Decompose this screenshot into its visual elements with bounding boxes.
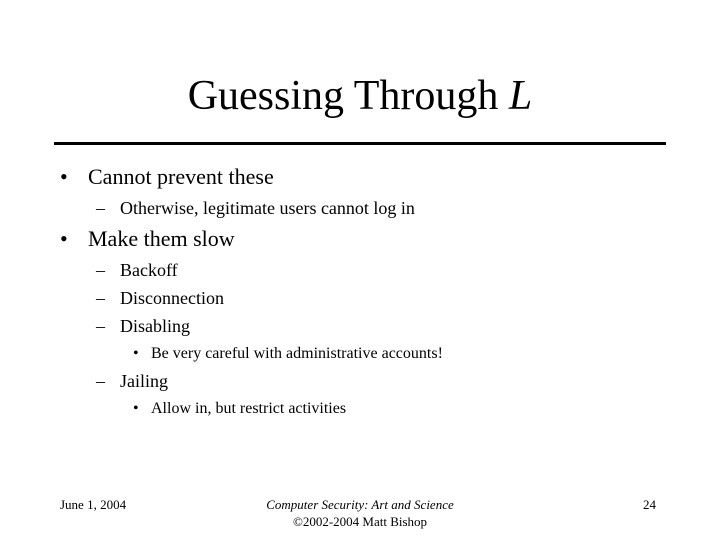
bullet-marker: • bbox=[133, 345, 139, 362]
sub-sub-bullet-text: Be very careful with administrative accounts! bbox=[151, 345, 443, 362]
footer-course-title: Computer Security: Art and Science bbox=[266, 497, 454, 512]
page-number: 24 bbox=[643, 497, 656, 512]
sub-sub-bullet-item bbox=[133, 399, 347, 419]
slide-title bbox=[0, 70, 720, 122]
dash-marker: – bbox=[96, 260, 105, 280]
sub-bullet-text: Disconnection bbox=[120, 288, 224, 308]
sub-bullet-item bbox=[96, 259, 178, 281]
bullet-marker: • bbox=[133, 400, 139, 417]
bullet-marker: • bbox=[60, 226, 68, 251]
sub-bullet-item bbox=[96, 197, 415, 219]
dash-marker: – bbox=[96, 198, 105, 218]
bullet-item bbox=[60, 164, 274, 190]
sub-sub-bullet-item bbox=[133, 344, 443, 364]
footer-copyright: ©2002-2004 Matt Bishop bbox=[292, 514, 428, 529]
sub-bullet-text: Otherwise, legitimate users cannot log in bbox=[120, 198, 415, 218]
sub-bullet-item bbox=[96, 287, 224, 309]
footer-date: June 1, 2004 bbox=[60, 497, 127, 512]
footer-course-info bbox=[180, 496, 540, 530]
sub-bullet-text: Jailing bbox=[120, 371, 168, 391]
sub-bullet-text: Disabling bbox=[120, 316, 190, 336]
dash-marker: – bbox=[96, 288, 105, 308]
dash-marker: – bbox=[96, 371, 105, 391]
bullet-text: Make them slow bbox=[88, 226, 235, 251]
bullet-text: Cannot prevent these bbox=[88, 164, 274, 189]
slide-title-text: Guessing Through bbox=[187, 73, 509, 119]
sub-sub-bullet-text: Allow in, but restrict activities bbox=[151, 400, 347, 417]
bullet-item bbox=[60, 226, 235, 252]
dash-marker: – bbox=[96, 316, 105, 336]
sub-bullet-item bbox=[96, 370, 168, 392]
bullet-marker: • bbox=[60, 164, 68, 189]
title-rule bbox=[54, 142, 666, 145]
sub-bullet-text: Backoff bbox=[120, 260, 178, 280]
slide-title-variable: L bbox=[508, 73, 533, 119]
sub-bullet-item bbox=[96, 315, 190, 337]
